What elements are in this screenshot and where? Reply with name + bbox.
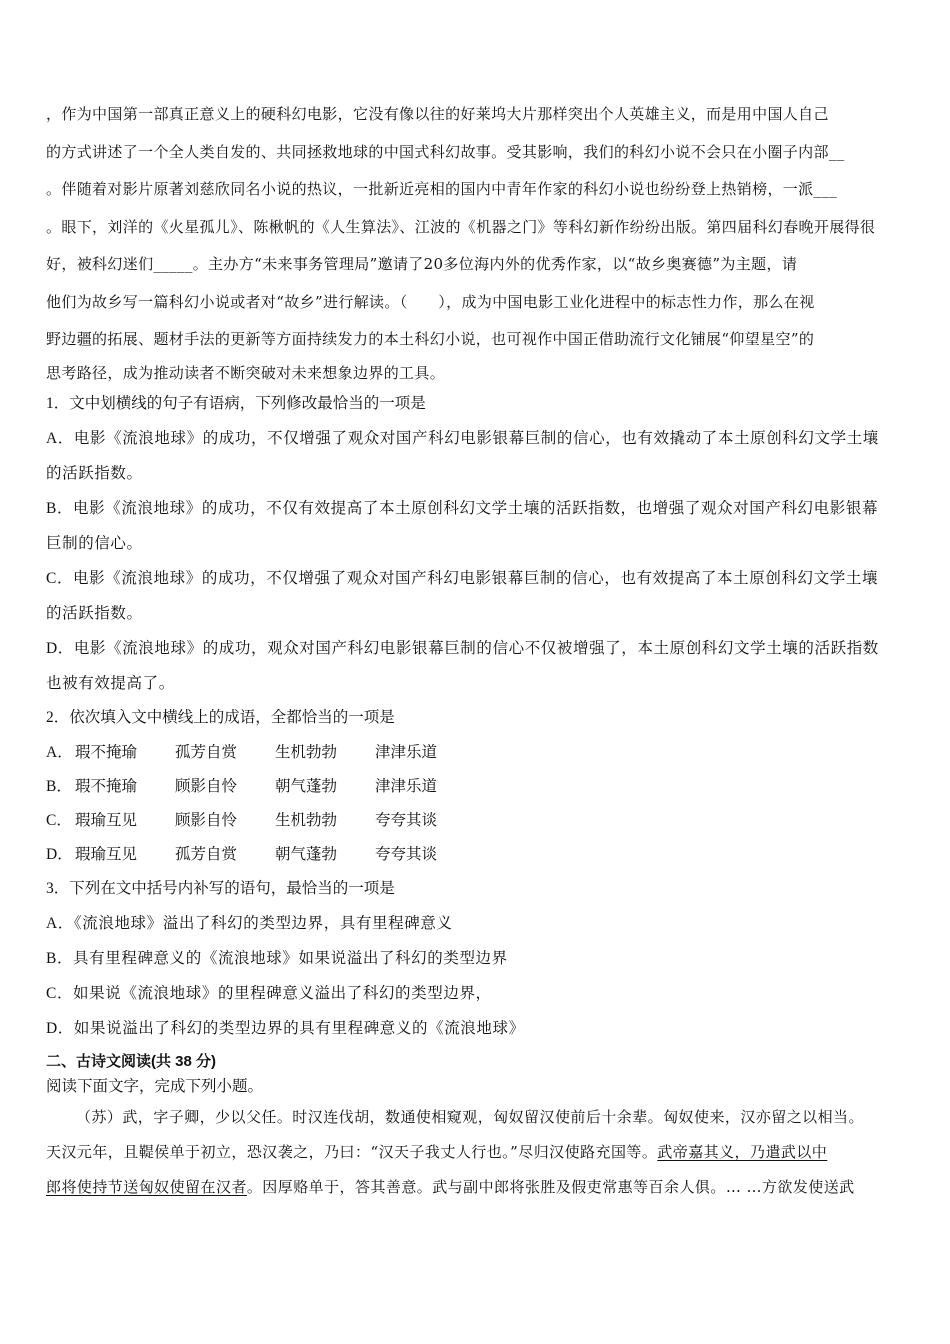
classical-text-segment: 。因厚赂单于，答其善意。武与副中郎将张胜及假吏常惠等百余人俱。… …方欲发使送武 [246, 1178, 855, 1196]
classical-text-line: （苏）武，字子卿，少以父任。时汉连伐胡，数通使相窥观，匈奴留汉使前后十余辈。匈奴使来，汉亦留之以相当。 [76, 1108, 864, 1126]
option-row-d [46, 838, 908, 872]
idiom: 津津乐道 [375, 743, 438, 761]
option-c: C．如果说《流浪地球》的里程碑意义溢出了科幻的类型边界， [46, 985, 492, 1002]
option-label: C． [46, 811, 72, 829]
idiom: 瑕瑜互见 [75, 845, 138, 863]
question-stem: 3．下列在文中括号内补写的语句，最恰当的一项是 [46, 879, 395, 897]
passage-line: 。眼下，刘洋的《火星孤儿》、陈楸帆的《人生算法》、江波的《机器之门》等科幻新作纷纷出版。第四届科幻春晚开展得很 [46, 217, 876, 236]
option-b-line: 巨制的信心。 [46, 535, 143, 552]
idiom: 朝气蓬勃 [275, 777, 338, 795]
idiom: 生机勃勃 [275, 811, 338, 829]
option-d: D．如果说溢出了科幻的类型边界的具有里程碑意义的《流浪地球》 [46, 1020, 525, 1037]
classical-text-line [46, 1170, 908, 1205]
classical-text-line [46, 1135, 908, 1170]
option-label: A． [46, 743, 73, 761]
option-row-b [46, 770, 908, 804]
idiom: 朝气蓬勃 [275, 845, 338, 863]
option-c-line: C．电影《流浪地球》的成功，不仅增强了观众对国产科幻电影银幕巨制的信心，也有效提高了本土原创科幻文学土壤 [46, 570, 879, 587]
option-b-line: B．电影《流浪地球》的成功，不仅有效提高了本土原创科幻文学土壤的活跃指数，也增强了观众对国产科幻电影银幕 [46, 500, 879, 517]
question-3 [46, 872, 908, 1047]
classical-text-segment: 天汉元年，且鞮侯单于初立，恐汉袭之，乃曰：“汉天子我丈人行也。”尽归汉使路充国等。 [46, 1143, 658, 1161]
idiom: 瑕不掩瑜 [75, 777, 138, 795]
option-b: B．具有里程碑意义的《流浪地球》如果说溢出了科幻的类型边界 [46, 950, 508, 967]
option-d-line: 也被有效提高了。 [46, 675, 175, 692]
underlined-sentence: 郎将使持节送匈奴使留在汉者 [46, 1178, 247, 1196]
question-stem: 2．依次填入文中横线上的成语，全都恰当的一项是 [46, 709, 395, 726]
underlined-sentence: 武帝嘉其义，乃遣武以中 [657, 1143, 828, 1161]
option-row-c [46, 804, 908, 838]
passage-line: 他们为故乡写一篇科幻小说或者对“故乡”进行解读。（ ），成为中国电影工业化进程中的标志性力作，那么在视 [46, 292, 815, 311]
passage-line: ，作为中国第一部真正意义上的硬科幻电影，它没有像以往的好莱坞大片那样突出个人英雄主义，而是用中国人自己 [46, 105, 829, 123]
option-label: B． [46, 777, 72, 795]
document-page [46, 96, 908, 1205]
option-a-line: A．电影《流浪地球》的成功，不仅增强了观众对国产科幻电影银幕巨制的信心，也有效撬动了本土原创科幻文学土壤 [46, 430, 879, 447]
idiom: 顾影自怜 [175, 777, 238, 795]
option-d-line: D．电影《流浪地球》的成功，观众对国产科幻电影银幕巨制的信心不仅被增强了，本土原创科幻文学土壤的活跃指数 [46, 640, 879, 657]
idiom: 孤芳自赏 [175, 845, 238, 863]
section-instruction: 阅读下面文字，完成下列小题。 [46, 1078, 264, 1095]
question-1 [46, 387, 908, 702]
question-stem: 1．文中划横线的句子有语病，下列修改最恰当的一项是 [46, 394, 426, 412]
passage-line: 。伴随着对影片原著刘慈欣同名小说的热议，一批新近亮相的国内中青年作家的科幻小说也纷纷登上热销榜，一派___ [46, 180, 838, 198]
idiom: 津津乐道 [375, 777, 438, 795]
passage-line: 的方式讲述了一个全人类自发的、共同拯救地球的中国式科幻故事。受其影响，我们的科幻小说不会只在小圈子内部__ [46, 142, 845, 161]
idiom: 生机勃勃 [275, 743, 338, 761]
option-label: D． [46, 845, 73, 863]
passage-line: 野边疆的拓展、题材手法的更新等方面持续发力的本土科幻小说，也可视作中国正借助流行文化铺展“仰望星空”的 [46, 330, 815, 348]
option-row-a [46, 736, 908, 770]
idiom: 夸夸其谈 [375, 811, 438, 829]
idiom: 瑕瑜互见 [75, 811, 138, 829]
option-c-line: 的活跃指数。 [46, 605, 143, 622]
idiom: 孤芳自赏 [175, 743, 238, 761]
idiom: 顾影自怜 [175, 811, 238, 829]
passage-line: 思考路径，成为推动读者不断突破对未来想象边界的工具。 [46, 363, 446, 382]
passage-line: 好，被科幻迷们_____。主办方“未来事务管理局”邀请了20多位海内外的优秀作家，以“故乡奥赛德”为主题，请 [46, 255, 798, 273]
question-2 [46, 701, 908, 872]
idiom: 夸夸其谈 [375, 845, 438, 863]
option-a: A．《流浪地球》溢出了科幻的类型边界，具有里程碑意义 [46, 915, 453, 932]
passage [46, 96, 908, 387]
section-2 [46, 1050, 908, 1205]
section-heading: 二、古诗文阅读(共 38 分) [46, 1053, 217, 1070]
option-a-line: 的活跃指数。 [46, 465, 143, 482]
idiom: 瑕不掩瑜 [75, 743, 138, 761]
